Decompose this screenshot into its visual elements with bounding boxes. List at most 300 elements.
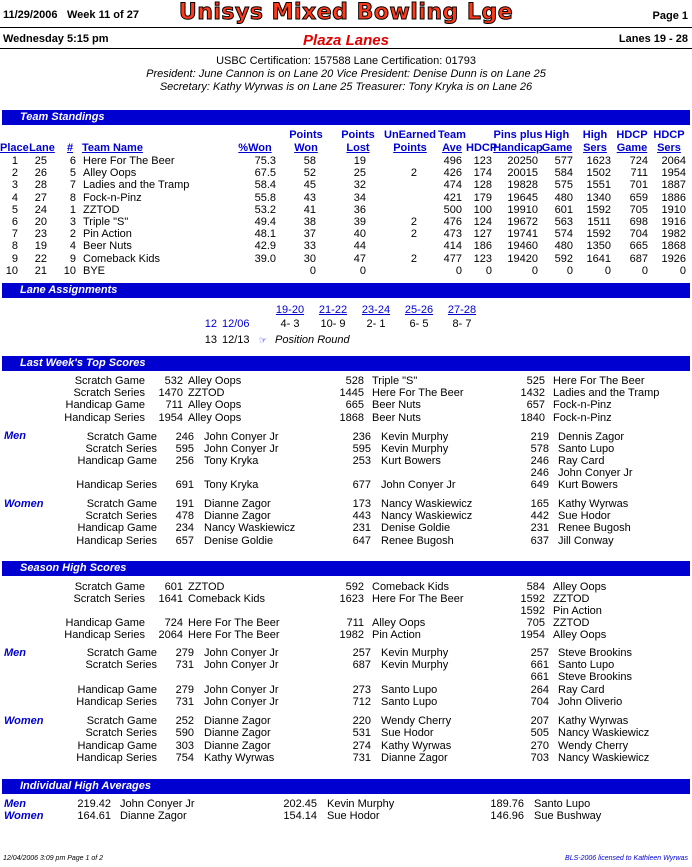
standings-cell: 421 <box>443 191 462 204</box>
score-value: 279 <box>175 683 194 696</box>
standings-cell: 1551 <box>586 179 611 192</box>
score-name: Kathy Wyrwas <box>381 739 452 752</box>
score-value: 273 <box>352 683 371 696</box>
score-name: Alley Oops <box>553 629 607 642</box>
standings-cell: 1511 <box>587 216 611 228</box>
pointing-hand-icon: ☞ <box>259 335 268 345</box>
standings-cell: 1592 <box>586 203 611 216</box>
standings-cell: 0 <box>641 264 648 277</box>
score-label: Handicap Game <box>65 617 145 630</box>
score-label: Handicap Game <box>77 455 157 468</box>
report-date: 11/29/2006 <box>3 9 58 21</box>
standings-cell: 45 <box>303 179 316 192</box>
score-value: 724 <box>164 617 183 630</box>
standings-cell: Triple "S" <box>83 216 129 228</box>
standings-col-pct: %Won <box>238 142 272 154</box>
standings-cell: 3 <box>69 216 76 228</box>
standings-cell: 2 <box>410 252 417 265</box>
standings-col-head: Points <box>393 142 427 154</box>
score-value: 505 <box>530 727 549 740</box>
women-label: Women <box>4 498 44 510</box>
standings-cell: 41 <box>303 203 316 216</box>
standings-cell: 174 <box>473 167 492 180</box>
score-value: 661 <box>530 659 549 672</box>
page-label: Page 1 <box>652 10 688 22</box>
score-name: Ray Card <box>558 683 605 696</box>
standings-cell: 8 <box>11 240 18 253</box>
standings-cell: Ladies and the Tramp <box>83 179 190 192</box>
standings-cell: Beer Nuts <box>83 240 132 253</box>
section-season-high: Season High Scores <box>2 561 690 576</box>
score-value: 231 <box>352 522 371 535</box>
standings-cell: Here For The Beer <box>83 155 175 167</box>
score-name: Tony Kryka <box>204 479 259 492</box>
standings-cell: 2 <box>410 167 417 180</box>
standings-cell: 414 <box>443 240 462 253</box>
score-value: 731 <box>175 659 194 672</box>
score-value: 1840 <box>520 411 545 424</box>
score-name: Dianne Zagor <box>204 510 271 523</box>
score-value: 264 <box>530 683 549 696</box>
lane-pair-head: 21-22 <box>318 304 348 316</box>
standings-cell: 1910 <box>661 203 686 216</box>
standings-cell: 21 <box>34 264 47 277</box>
standings-cell: 39.0 <box>254 252 276 265</box>
score-value: 442 <box>530 510 549 523</box>
section-lane-assignments: Lane Assignments <box>2 283 690 298</box>
lane-pair-value: 6- 5 <box>409 318 429 330</box>
score-name: Sue Hodor <box>558 510 611 523</box>
average-name: Kevin Murphy <box>327 798 395 810</box>
women-label: Women <box>4 810 44 822</box>
score-value: 584 <box>526 581 545 593</box>
score-value: 691 <box>175 479 194 492</box>
score-name: John Conyer Jr <box>204 683 279 696</box>
average-value: 164.61 <box>77 810 111 823</box>
men-label: Men <box>4 647 26 659</box>
score-name: Kevin Murphy <box>381 647 449 659</box>
score-label: Scratch Game <box>86 431 157 443</box>
score-name: Dennis Zagor <box>558 431 625 443</box>
score-name: Pin Action <box>372 629 421 642</box>
standings-cell: 2064 <box>661 155 686 167</box>
standings-cell: 1916 <box>661 216 686 228</box>
standings-cell: 426 <box>443 167 462 180</box>
women-label: Women <box>4 715 44 727</box>
lane-pair-head: 25-26 <box>404 304 434 316</box>
score-label: Handicap Series <box>76 695 157 708</box>
score-name: Kathy Wyrwas <box>558 498 629 510</box>
score-name: Here For The Beer <box>372 593 464 606</box>
standings-cell: Fock-n-Pinz <box>83 191 142 204</box>
average-value: 219.42 <box>77 798 111 810</box>
score-value: 1592 <box>520 605 545 618</box>
standings-cell: 575 <box>554 179 573 192</box>
score-value: 1432 <box>520 387 545 400</box>
standings-cell: 19 <box>353 155 366 167</box>
score-name: Here For The Beer <box>553 375 645 387</box>
score-name: Nancy Waskiewicz <box>381 510 473 523</box>
score-name: Dianne Zagor <box>204 498 271 510</box>
average-value: 146.96 <box>490 810 524 823</box>
score-value: 1954 <box>158 411 183 424</box>
standings-cell: 5 <box>11 203 18 216</box>
standings-col-head-top: Points <box>341 129 375 141</box>
standings-cell: Alley Oops <box>83 167 137 180</box>
standings-cell: 2 <box>410 216 417 228</box>
score-name: Kevin Murphy <box>381 443 449 456</box>
score-value: 687 <box>352 659 371 672</box>
standings-col-head: Sers <box>657 142 681 154</box>
score-name: Steve Brookins <box>558 647 632 659</box>
score-value: 2064 <box>158 629 183 642</box>
lane-pair-head: 27-28 <box>447 304 477 316</box>
score-name: Santo Lupo <box>381 683 438 696</box>
standings-cell: 0 <box>679 264 686 277</box>
score-label: Handicap Series <box>76 751 157 764</box>
standings-cell: 1 <box>69 203 76 216</box>
score-name: Alley Oops <box>553 581 607 593</box>
section-team-standings: Team Standings <box>2 110 690 125</box>
standings-cell: 52 <box>303 167 316 180</box>
score-value: 246 <box>175 431 194 443</box>
score-name: Comeback Kids <box>188 593 266 606</box>
score-name: Alley Oops <box>188 399 242 412</box>
league-title: Unisys Mixed Bowling Lge <box>178 0 514 25</box>
standings-cell: 7 <box>69 179 76 192</box>
score-label: Scratch Game <box>74 581 145 593</box>
score-value: 279 <box>175 647 194 659</box>
standings-cell: 25 <box>34 155 47 167</box>
standings-col-head: Ave <box>442 142 462 154</box>
standings-col-head-top: Points <box>289 129 323 141</box>
standings-cell: 0 <box>531 264 538 277</box>
score-name: Denise Goldie <box>204 534 274 547</box>
standings-cell: 2 <box>11 167 18 180</box>
day-time: Wednesday 5:15 pm <box>3 33 109 45</box>
standings-cell: 1868 <box>661 240 686 253</box>
score-label: Handicap Series <box>76 534 157 547</box>
footer-print-info: 12/04/2006 3:09 pm Page 1 of 2 <box>3 855 104 862</box>
score-name: Alley Oops <box>372 617 426 630</box>
lane-pair-value: 10- 9 <box>320 318 346 330</box>
score-label: Scratch Series <box>85 510 157 523</box>
standings-cell: 1502 <box>586 167 611 180</box>
standings-cell: 9 <box>69 252 76 265</box>
average-name: Santo Lupo <box>534 798 591 810</box>
standings-cell: 5 <box>69 167 76 180</box>
standings-cell: 44 <box>353 240 366 253</box>
standings-cell: 1887 <box>661 179 686 192</box>
average-value: 154.14 <box>283 810 317 823</box>
score-name: John Conyer Jr <box>204 695 279 708</box>
score-name: Ray Card <box>558 455 605 468</box>
standings-cell: 480 <box>554 240 573 253</box>
standings-cell: 704 <box>629 228 648 241</box>
standings-cell: 563 <box>554 216 573 228</box>
standings-col-head: Handicap <box>493 142 543 154</box>
score-name: John Conyer Jr <box>204 443 279 456</box>
standings-cell: 0 <box>455 264 462 277</box>
score-label: Scratch Game <box>86 715 157 727</box>
standings-cell: 592 <box>554 252 573 265</box>
score-value: 637 <box>530 534 549 547</box>
standings-cell: 48.1 <box>254 228 276 241</box>
standings-cell: 1982 <box>661 228 686 241</box>
standings-cell: 19741 <box>507 228 538 241</box>
score-value: 257 <box>530 647 549 659</box>
standings-col-head: Won <box>294 142 318 154</box>
standings-cell: 711 <box>630 167 648 180</box>
score-value: 256 <box>175 455 194 468</box>
score-name: Dianne Zagor <box>381 751 448 764</box>
men-label: Men <box>4 798 26 810</box>
standings-cell: 30 <box>303 252 316 265</box>
score-label: Handicap Game <box>65 399 145 412</box>
lane-week-date: 12/13 <box>222 334 250 346</box>
standings-col-lane: Lane <box>29 142 55 154</box>
score-name: Kurt Bowers <box>381 455 441 468</box>
standings-cell: 179 <box>473 191 492 204</box>
score-value: 731 <box>352 751 371 764</box>
lane-week-number: 12 <box>204 318 217 330</box>
score-value: 257 <box>352 647 371 659</box>
score-name: John Conyer Jr <box>204 659 279 672</box>
standings-cell: 19645 <box>507 191 538 204</box>
standings-cell: 27 <box>34 191 47 204</box>
standings-cell: 58 <box>303 155 316 167</box>
standings-cell: 39 <box>353 216 366 228</box>
score-label: Handicap Game <box>77 739 157 752</box>
score-value: 711 <box>346 617 364 630</box>
standings-cell: 477 <box>443 252 462 265</box>
score-value: 595 <box>175 443 194 456</box>
score-label: Scratch Game <box>74 375 145 387</box>
score-name: Dianne Zagor <box>204 739 271 752</box>
standings-cell: 8 <box>69 191 76 204</box>
standings-cell: 6 <box>69 155 76 167</box>
score-name: Kurt Bowers <box>558 479 618 492</box>
standings-cell: 724 <box>629 155 648 167</box>
standings-cell: 100 <box>473 203 492 216</box>
standings-cell: 38 <box>303 216 316 228</box>
score-value: 754 <box>175 751 194 764</box>
standings-col-hdcp: HDCP <box>466 142 498 154</box>
score-value: 531 <box>352 727 371 740</box>
standings-cell: 22 <box>34 252 47 265</box>
score-name: ZZTOD <box>553 617 590 630</box>
score-value: 165 <box>530 498 549 510</box>
standings-cell: 577 <box>554 155 573 167</box>
standings-cell: 476 <box>443 216 462 228</box>
score-label: Scratch Series <box>85 659 157 672</box>
score-label: Scratch Series <box>73 387 145 400</box>
score-name: Jill Conway <box>558 534 614 547</box>
lane-pair-head: 23-24 <box>361 304 391 316</box>
score-value: 578 <box>530 443 549 456</box>
standings-cell: 705 <box>629 203 648 216</box>
score-name: John Conyer Jr <box>204 431 279 443</box>
standings-cell: 23 <box>34 228 47 241</box>
standings-cell: 9 <box>11 252 18 265</box>
score-value: 705 <box>526 617 545 630</box>
average-value: 189.76 <box>490 798 524 810</box>
score-label: Handicap Series <box>64 629 145 642</box>
score-value: 443 <box>352 510 371 523</box>
footer-license: BLS-2006 licensed to Kathleen Wyrwas <box>565 855 688 862</box>
lane-pair-value: 4- 3 <box>280 318 300 330</box>
standings-cell: 24 <box>34 203 47 216</box>
score-name: Santo Lupo <box>558 443 615 456</box>
score-value: 657 <box>526 399 545 412</box>
score-name: Nancy Waskiewicz <box>204 522 296 535</box>
standings-col-num: # <box>66 142 74 154</box>
standings-cell: 19460 <box>507 240 538 253</box>
standings-cell: 20250 <box>507 155 538 167</box>
score-label: Scratch Game <box>86 647 157 659</box>
standings-cell: 480 <box>554 191 573 204</box>
standings-cell: 1 <box>11 155 18 167</box>
standings-cell: BYE <box>83 264 106 277</box>
standings-cell: 574 <box>554 228 573 241</box>
section-high-averages: Individual High Averages <box>2 779 690 794</box>
score-name: Ladies and the Tramp <box>553 387 660 400</box>
score-name: Kathy Wyrwas <box>204 751 275 764</box>
score-value: 252 <box>175 715 194 727</box>
standings-cell: 55.8 <box>254 191 276 204</box>
score-label: Scratch Game <box>86 498 157 510</box>
score-label: Handicap Series <box>64 411 145 424</box>
standings-cell: 4 <box>11 191 18 204</box>
standings-cell: 20 <box>34 216 47 228</box>
standings-cell: 665 <box>629 240 648 253</box>
score-label: Scratch Series <box>73 593 145 606</box>
standings-cell: 0 <box>604 264 611 277</box>
score-value: 234 <box>175 522 194 535</box>
standings-cell: 1926 <box>661 252 686 265</box>
standings-cell: 58.4 <box>254 179 276 192</box>
score-value: 665 <box>345 399 364 412</box>
score-label: Handicap Game <box>77 683 157 696</box>
officers-line-1: President: June Cannon is on Lane 20 Vice President: Denise Dunn is on Lane 25 <box>146 68 546 80</box>
score-value: 303 <box>175 739 194 752</box>
score-value: 601 <box>164 581 183 593</box>
score-name: Renee Bugosh <box>558 522 631 535</box>
score-name: ZZTOD <box>188 387 225 400</box>
score-label: Scratch Series <box>85 727 157 740</box>
score-value: 590 <box>175 727 194 740</box>
score-value: 270 <box>530 739 549 752</box>
score-value: 173 <box>352 498 371 510</box>
standings-cell: 687 <box>629 252 648 265</box>
standings-cell: 7 <box>11 228 18 241</box>
score-name: Renee Bugosh <box>381 534 454 547</box>
score-value: 1592 <box>520 593 545 606</box>
alley-name: Plaza Lanes <box>303 32 389 49</box>
standings-cell: 186 <box>473 240 492 253</box>
score-name: Santo Lupo <box>381 695 438 708</box>
standings-cell: 32 <box>353 179 366 192</box>
standings-cell: 473 <box>443 228 462 241</box>
score-name: Beer Nuts <box>372 411 421 424</box>
average-value: 202.45 <box>283 798 317 810</box>
standings-cell: 19420 <box>507 252 538 265</box>
lanes-range: Lanes 19 - 28 <box>618 33 688 45</box>
score-name: Alley Oops <box>188 411 242 424</box>
standings-cell: 0 <box>309 264 316 277</box>
score-value: 731 <box>175 695 194 708</box>
standings-col-head-top: HDCP <box>616 129 648 141</box>
standings-cell: 6 <box>11 216 18 228</box>
score-value: 703 <box>530 751 549 764</box>
standings-cell: 34 <box>353 191 366 204</box>
score-value: 532 <box>164 375 183 387</box>
standings-cell: 36 <box>353 203 366 216</box>
standings-cell: 3 <box>11 179 18 192</box>
standings-cell: 19 <box>34 240 47 253</box>
certification: USBC Certification: 157588 Lane Certification: 01793 <box>216 55 476 67</box>
standings-cell: 496 <box>443 155 462 167</box>
score-value: 1868 <box>339 411 364 424</box>
standings-cell: 75.3 <box>254 155 276 167</box>
score-value: 595 <box>352 443 371 456</box>
standings-cell: 698 <box>629 216 648 228</box>
standings-cell: 659 <box>629 191 648 204</box>
score-value: 231 <box>530 522 549 535</box>
score-value: 220 <box>352 715 371 727</box>
score-name: John Conyer Jr <box>204 647 279 659</box>
score-value: 704 <box>530 695 549 708</box>
standings-cell: 2 <box>69 228 76 241</box>
standings-cell: 1641 <box>586 252 611 265</box>
score-name: Here For The Beer <box>188 617 280 630</box>
standings-cell: 26 <box>34 167 47 180</box>
lane-week-date: 12/06 <box>222 318 250 330</box>
score-name: John Conyer Jr <box>558 467 633 480</box>
standings-cell: 1350 <box>586 240 611 253</box>
standings-cell: 53.2 <box>254 203 276 216</box>
standings-cell: 37 <box>303 228 316 241</box>
score-value: 246 <box>530 467 549 480</box>
standings-cell: 124 <box>473 216 492 228</box>
standings-cell: 128 <box>473 179 492 192</box>
score-name: Fock-n-Pinz <box>553 399 612 412</box>
score-label: Handicap Game <box>77 522 157 535</box>
score-value: 1470 <box>158 387 183 400</box>
standings-col-head-top: High <box>544 129 570 141</box>
score-name: Here For The Beer <box>188 629 280 642</box>
header-divider <box>0 27 692 28</box>
score-value: 592 <box>345 581 364 593</box>
score-name: Beer Nuts <box>372 399 421 412</box>
standings-cell: 33 <box>303 240 316 253</box>
standings-cell: 0 <box>566 264 573 277</box>
standings-cell: 19828 <box>507 179 538 192</box>
score-name: Triple "S" <box>372 375 418 387</box>
lane-pair-value: 2- 1 <box>366 318 386 330</box>
score-value: 528 <box>345 375 364 387</box>
score-name: Dianne Zagor <box>204 727 271 740</box>
standings-cell: 10 <box>63 264 76 277</box>
standings-cell: 500 <box>443 203 462 216</box>
score-name: ZZTOD <box>553 593 590 606</box>
score-name: John Conyer Jr <box>381 479 456 492</box>
score-name: Kevin Murphy <box>381 431 449 443</box>
standings-cell: 123 <box>473 155 492 167</box>
lane-position-round: Position Round <box>275 334 350 346</box>
score-name: Kevin Murphy <box>381 659 449 672</box>
standings-cell: 43 <box>303 191 316 204</box>
